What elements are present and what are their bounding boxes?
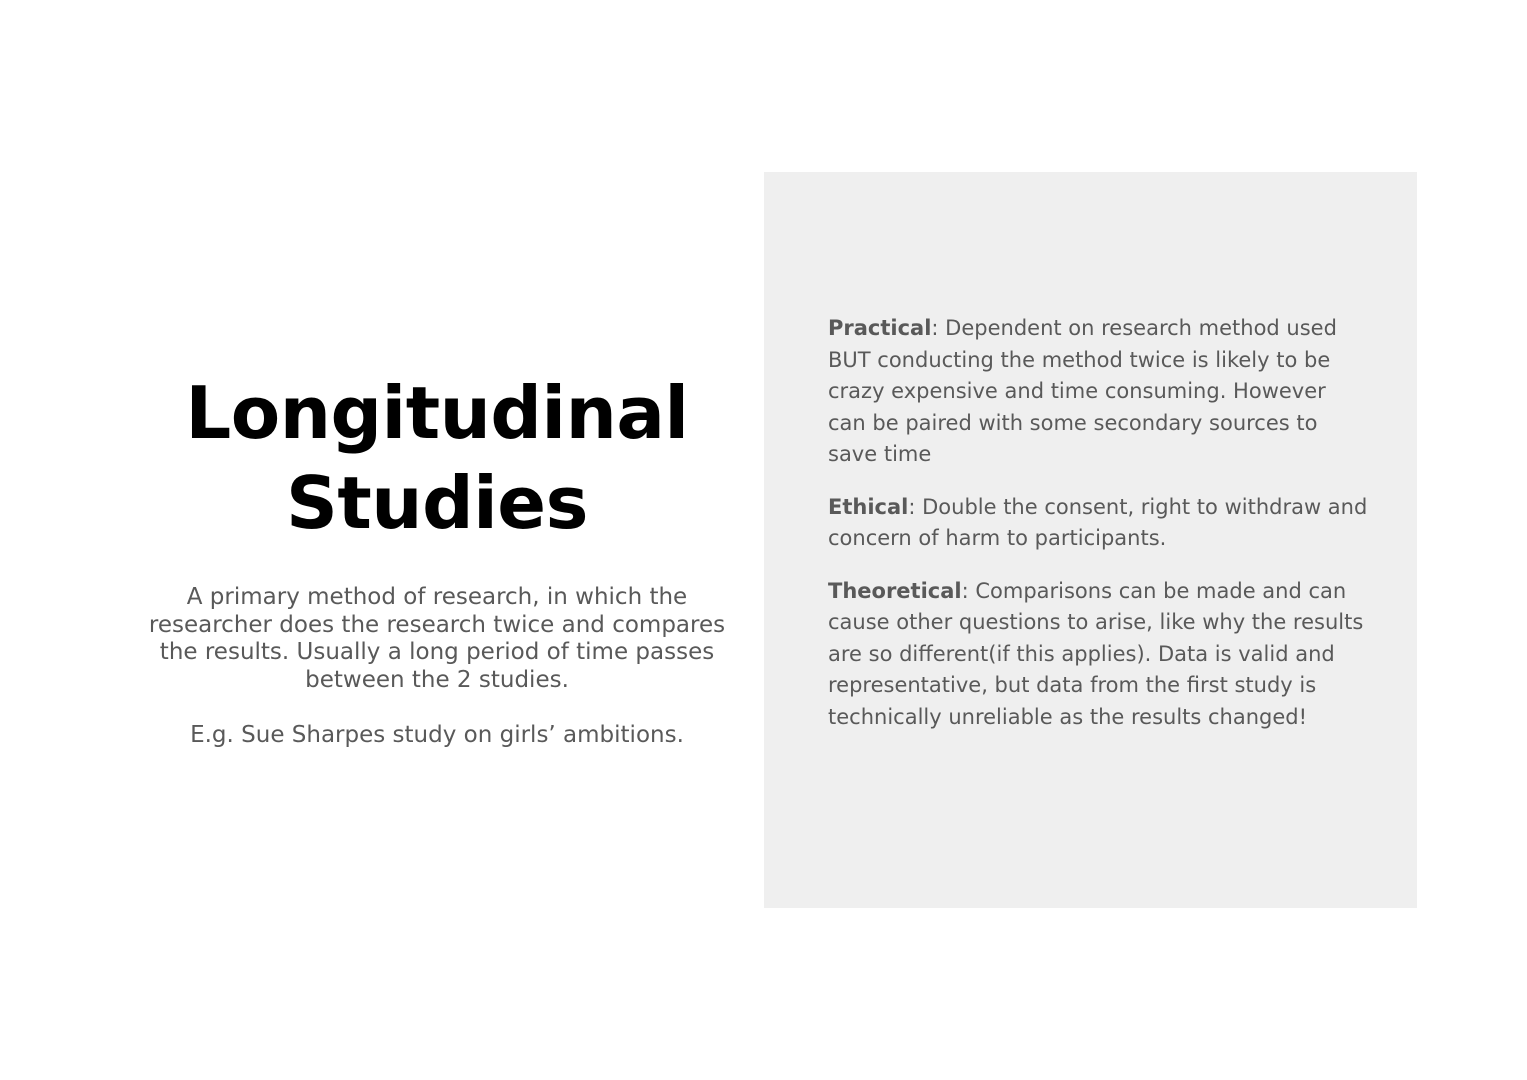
example-text: E.g. Sue Sharpes study on girls’ ambitions. (190, 722, 684, 748)
evaluation-theoretical-text: : Comparisons can be made and can cause other questions to arise, like why the results are so different(if this applies). Data is valid and representative, but data from the first study is technically unreliable as the results changed! (828, 578, 1364, 729)
evaluation-ethical-text: : Double the consent, right to withdraw and concern of harm to participants. (828, 494, 1368, 550)
evaluation-theoretical-term: Theoretical (828, 578, 962, 603)
evaluation-ethical (828, 492, 1368, 555)
definition-text: A primary method of research, in which the researcher does the research twice and compares the results. Usually a long period of time passes between the 2 studies. (148, 584, 726, 693)
evaluation-practical (828, 313, 1368, 471)
evaluation-panel (764, 172, 1417, 908)
evaluation-ethical-term: Ethical (828, 494, 909, 519)
evaluation-practical-text: : Dependent on research method used BUT conducting the method twice is likely to be crazy expensive and time consuming. However can be paired with some secondary sources to save time (828, 316, 1337, 466)
page-title-line-1: Longitudinal (185, 371, 689, 455)
evaluation-practical-term: Practical (828, 316, 932, 340)
evaluation-theoretical (828, 576, 1368, 734)
evaluation-list (828, 313, 1368, 754)
page-title-line-2: Studies (286, 461, 588, 545)
page-title (137, 368, 737, 548)
